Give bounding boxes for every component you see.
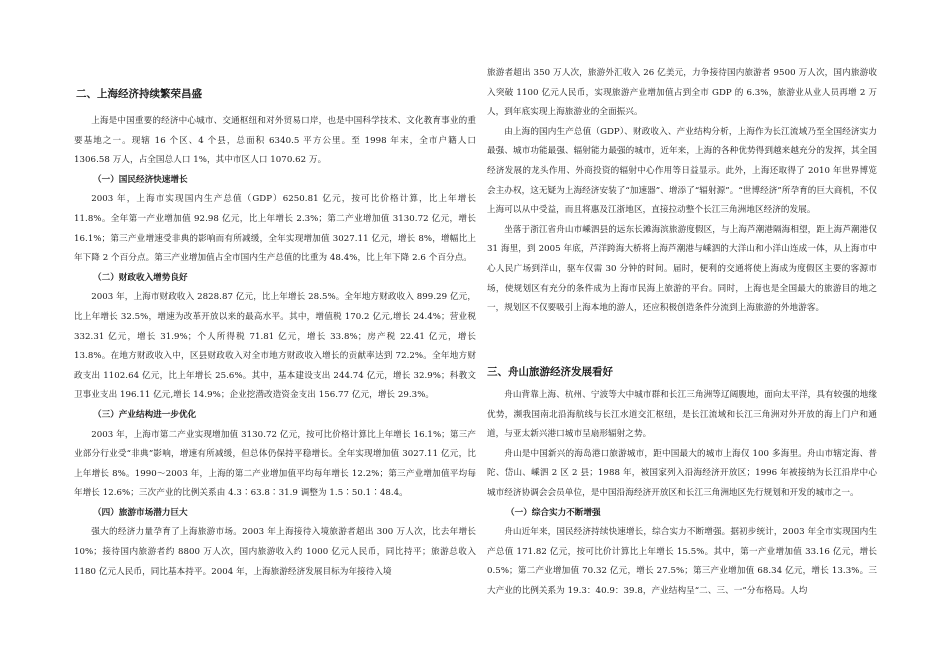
fiscal-revenue-paragraph: 2003 年，上海市财政收入 2828.87 亿元，比上年增长 28.5%。全年地方财政收入 899.29 亿元，比上年增长 32.5%，增速为改革开放以来的最高水平。其中，增值税 170.2 亿元,增长 24.4%；营业税 332.31 亿元，增长 31.9%；个人所得税 71.81 亿元，增长 33.8%；房产税 22.41 亿元，增长 13.8%。在地方财政收入中，区县财政收入对全市地方财政收入增长的贡献率达到 72.2%。全年地方财政支出 1102.64 亿元，比上年增长 25.6%。其中，基本建设支出 244.74 亿元，增长 32.9%；科教文卫事业支出 196.11 亿元,增长 14.9%；企业挖潜改造资金支出 156.77 亿元，增长 29.3%。 bbox=[74, 292, 476, 401]
section-3-heading: 三、舟山旅游经济发展看好 bbox=[487, 366, 613, 378]
shanghai-advantages-paragraph: 由上海的国内生产总值（GDP）、财政收入、产业结构分析，上海作为长江流域乃至全国经济实力最强、城市功能最强、辐射能力最强的城市，近年来，上海的各种优势得到越来越充分的发挥，其全国经济发展的龙头作用、外商投资的辐射中心作用等日益显示。此外，上海还取得了 2010 年世界博览会主办权，这无疑为上海经济安装了“加速器”、增添了“辐射源”。“世博经济”所孕育的巨大商机，不仅上海可以从中受益，而且将惠及江浙地区，直接拉动整个长江三角洲地区经济的发展。 bbox=[487, 126, 877, 216]
right-body-top bbox=[487, 64, 877, 319]
right-body-bottom bbox=[487, 386, 877, 602]
subheading-comprehensive-strength: （一）综合实力不断增强 bbox=[506, 507, 601, 518]
tourism-market-paragraph: 强大的经济力量孕育了上海旅游市场。2003 年上海接待入境旅游者超出 300 万人次，比去年增长 10%；接待国内旅游者约 8800 万人次，国内旅游收入约 1000 亿元人民币，同比持平；旅游总收入 1180 亿元人民币，同比基本持平。2004 年，上海旅游经济发展目标为年接待入境 bbox=[74, 527, 476, 577]
economy-growth-paragraph: 2003 年，上海市实现国内生产总值（GDP）6250.81 亿元，按可比价格计算，比上年增长 11.8%。全年第一产业增加值 92.98 亿元，比上年增长 2.3%；第二产业增加值 3130.72 亿元，增长 16.1%；第三产业增速受非典的影响而有所减缓，全年实现增加值 3027.11 亿元，增长 8%，增幅比上年下降 2 个百分点。第三产业增加值占全市国内生产总值的比重为 48.4%，比上年下降 2.6 个百分点。 bbox=[74, 194, 476, 264]
industry-structure-paragraph: 2003 年，上海市第二产业实现增加值 3130.72 亿元，按可比价格计算比上年增长 16.1%；第三产业部分行业受“非典”影响，增速有所减缓，但总体仍保持平稳增长。全年实现增加值 3027.11 亿元，比上年增长 8%。1990～2003 年，上海的第二产业增加值平均每年增长 12.2%；第三产业增加值平均每年增长 12.6%；三次产业的比例关系由 4.3∶63.8∶31.9 调整为 1.5∶50.1∶48.4。 bbox=[74, 429, 476, 499]
left-body bbox=[74, 112, 476, 582]
zhoushan-location-paragraph: 舟山背靠上海、杭州、宁波等大中城市群和长江三角洲等辽阔腹地，面向太平洋，具有较强的地缘优势，濒我国南北沿海航线与长江水道交汇枢纽，是长江流域和长江三角洲对外开放的海上门户和通道，与亚太新兴港口城市呈扇形辐射之势。 bbox=[487, 390, 877, 440]
subheading-economy-growth: （一）国民经济快速增长 bbox=[93, 174, 188, 185]
subheading-fiscal-revenue: （二）财政收入增势良好 bbox=[93, 272, 188, 283]
section-2-heading: 二、上海经济持续繁荣昌盛 bbox=[76, 88, 202, 100]
subheading-industry-structure: （三）产业结构进一步优化 bbox=[93, 409, 197, 420]
zhoushan-city-paragraph: 舟山是中国新兴的海岛港口旅游城市，距中国最大的城市上海仅 100 多海里。舟山市辖定海、普陀、岱山、嵊泗 2 区 2 县；1988 年，被国家列入沿海经济开放区；1996 年被接纳为长江沿岸中心城市经济协调会会员单位，是中国沿海经济开放区和长江三角洲地区先行规划和开发的城市之一。 bbox=[487, 448, 877, 498]
tourism-targets-continued-paragraph: 旅游者超出 350 万人次，旅游外汇收入 26 亿美元，力争接待国内旅游者 9500 万人次，国内旅游收入突破 1100 亿元人民币，实现旅游产业增加值占到全市 GDP 的 6.3%，旅游业从业人员再增 2 万人，到年底实现上海旅游业的全面振兴。 bbox=[487, 68, 877, 118]
comprehensive-strength-paragraph: 舟山近年来，国民经济持续快速增长，综合实力不断增强。据初步统计，2003 年全市实现国内生产总值 171.82 亿元，按可比价计算比上年增长 15.5%。其中，第一产业增加值 33.16 亿元，增长 0.5%；第二产业增加值 70.32 亿元，增长 27.5%；第三产业增加值 68.34 亿元，增长 13.3%。三大产业的比例关系为 19.3：40.9：39.8，产业结构呈“二、三、一”分布格局。人均 bbox=[487, 527, 877, 596]
subheading-tourism-market: （四）旅游市场潜力巨大 bbox=[93, 507, 188, 518]
far-east-resort-paragraph: 坐落于浙江省舟山市嵊泗县的远东长滩海滨旅游度假区，与上海芦潮港隔海相望，距上海芦潮港仅 31 海里，到 2005 年底，芦洋跨海大桥将上海芦潮港与嵊泗的大洋山和小洋山连成一体，从上海市中心人民广场到洋山，驱车仅需 30 分钟的时间。届时，便利的交通将使上海成为度假区主要的客源市场，使规划区有充分的条件成为上海市民海上旅游的平台。同时，上海也是全国最大的旅游目的地之一，规划区不仅要吸引上海本地的游人，还应积极创造条件分流到上海旅游的外地游客。 bbox=[487, 224, 877, 314]
intro-paragraph: 上海是中国重要的经济中心城市、交通枢纽和对外贸易口岸，也是中国科学技术、文化教育事业的重要基地之一。现辖 16 个区、4 个县，总面积 6340.5 平方公里。至 1998 年末，全市户籍人口 1306.58 万人，占全国总人口 1%，其中市区人口 1070.62 万。 bbox=[74, 116, 476, 166]
